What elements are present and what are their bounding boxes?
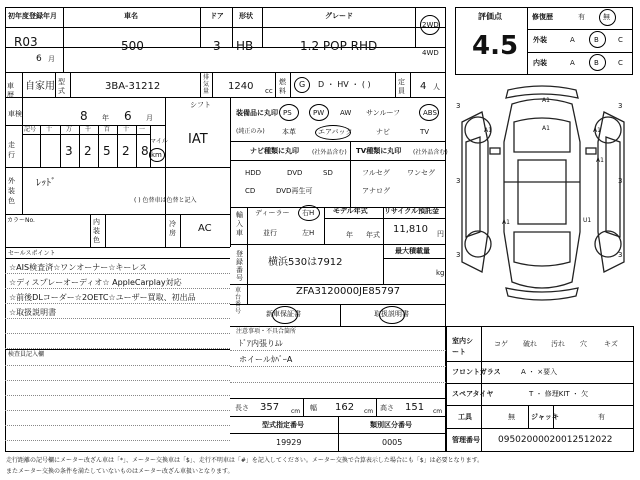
shape-label: 形状 <box>239 12 253 20</box>
navi-title: ナビ種類に丸印 <box>250 147 299 155</box>
diagram-bracket: 3 <box>618 251 623 259</box>
navi-item: DVD再生可 <box>276 187 313 195</box>
fuel-g: G <box>299 80 306 89</box>
import-label: 輸入車 <box>236 211 243 237</box>
sheet-frame-left <box>5 7 446 452</box>
diagram-bracket: 3 <box>618 102 623 110</box>
manual: 取扱説明書 <box>374 310 409 318</box>
notes-dash-rule <box>230 350 446 351</box>
width-value: 162 <box>335 402 355 413</box>
interior-seat-label: 室内シート <box>452 337 473 356</box>
sales-point-line: ☆取扱説明書 <box>9 308 57 317</box>
class-value: 0005 <box>382 438 403 447</box>
shape-value: HB <box>236 39 254 53</box>
grade-letter: C <box>618 59 623 67</box>
navi-sub: (社外品含む) <box>312 149 347 156</box>
mileage-header-label: 十 <box>123 126 130 133</box>
first-reg-label: 初年度登録年月 <box>8 12 57 20</box>
mileage-digit: 5 <box>103 144 111 158</box>
navi-item: SD <box>323 169 333 177</box>
height-label: 高さ <box>380 404 394 412</box>
inspection-month: 6 <box>124 109 132 123</box>
drive-4wd: 4WD <box>422 49 439 57</box>
chassis-label: 車台番号 <box>235 287 242 315</box>
seat-item: コゲ <box>494 340 508 348</box>
max-load-label: 最大積載量 <box>395 247 430 255</box>
mgmt-label: 管理番号 <box>452 436 480 444</box>
mileage-header-label: 百 <box>104 126 111 133</box>
inspector-dash-rule <box>5 410 230 411</box>
first-reg-month: 6 <box>36 54 42 64</box>
inspector-dash-rule <box>5 425 230 426</box>
shift-label: シフト <box>190 101 211 109</box>
tv-sub: (社外品含む) <box>413 149 448 156</box>
equipment-title-sub: (純正のみ) <box>236 128 265 135</box>
grade-label: グレード <box>325 12 353 20</box>
fuel-label: 燃料 <box>279 78 286 95</box>
recycle-value: 11,810 <box>393 224 428 235</box>
mileage-unit-km: km <box>151 151 162 159</box>
recycle-unit: 円 <box>437 230 444 238</box>
model-value: 3BA-31212 <box>105 81 161 92</box>
jack-value: 有 <box>598 413 605 421</box>
grade-letter: A <box>570 59 575 67</box>
repair-none: 無 <box>603 13 610 21</box>
grade-letter: C <box>618 36 623 44</box>
inspector-notes-label: 検査員記入欄 <box>8 351 45 358</box>
capacity-value: 4 <box>420 81 427 92</box>
seat-item: キズ <box>604 340 618 348</box>
ac-label: 冷房 <box>169 220 176 237</box>
equipment-title: 装備品に丸印 <box>236 109 278 117</box>
length-label: 長さ <box>235 404 249 412</box>
model-year-label: モデル年式 <box>333 207 368 215</box>
mileage-header-label: 千 <box>85 126 92 133</box>
mileage-unit-mile: マイル <box>150 138 168 145</box>
navi-item: CD <box>245 187 256 195</box>
mileage-digit: 8 <box>141 144 149 158</box>
interior-grade-label: 内装 <box>533 59 547 67</box>
car-damage-diagram <box>452 82 634 324</box>
model-label: 型式 <box>58 78 65 95</box>
height-value: 151 <box>405 402 425 413</box>
footer-line1: 走行距離の記号欄にメーター改ざん車は「*」、メーター交換車は「$」、走行不明車は「#」を記入してください。メーター交換で合算表示した場合にも「$」は必要となります。 <box>6 457 484 464</box>
grade-letter: A <box>570 36 575 44</box>
mileage-header-label: 十 <box>46 126 53 133</box>
sales-point-line: ☆前後DLコーダー☆2OETC☆ユーザー買取、初出品 <box>9 293 196 302</box>
sales-dash-rule <box>5 333 230 334</box>
spare-label: スペアタイヤ <box>452 390 494 398</box>
damage-mark: A1 <box>596 157 604 164</box>
damage-mark: U1 <box>583 217 592 224</box>
navi-item: HDD <box>245 169 262 177</box>
diagram-bracket: 3 <box>456 251 461 259</box>
inspector-dash-rule <box>5 380 230 381</box>
disp-label: 排気量 <box>203 74 210 95</box>
notes-label: 注意事項・不具合箇所 <box>236 328 297 335</box>
sales-points-label: セールスポイント <box>8 250 56 257</box>
note-line: ホイールｶﾊﾞｰA <box>239 355 293 364</box>
drive-2wd: 2WD <box>422 21 439 29</box>
purpose-label: 車歴 <box>7 82 14 99</box>
equip-item: ナビ <box>376 128 390 136</box>
equip-item: エアバック <box>318 128 353 136</box>
height-unit: cm <box>433 408 443 415</box>
sales-dash-rule <box>5 318 230 319</box>
sales-dash-rule <box>5 273 230 274</box>
exterior-label: 外装色 <box>8 177 15 205</box>
front-glass-value: A ・ ×要入 <box>521 368 558 376</box>
tv-title: TV種類に丸印 <box>356 147 402 155</box>
navi-item: DVD <box>287 169 303 177</box>
class-label: 類別区分番号 <box>370 421 412 429</box>
diagram-bracket: 3 <box>456 102 461 110</box>
model-unit: 年式 <box>366 231 380 239</box>
door-value: 3 <box>213 39 221 53</box>
disp-unit: cc <box>265 87 273 95</box>
diagram-bracket: 3 <box>618 177 623 185</box>
inspection-year-unit: 年 <box>102 114 109 122</box>
seat-item: 汚れ <box>551 340 565 348</box>
exterior-grade-label: 外装 <box>533 36 547 44</box>
first-reg-value: R03 <box>14 35 38 49</box>
sales-dash-rule <box>5 303 230 304</box>
purpose-value: 自家用 <box>25 81 55 92</box>
score-value: 4.5 <box>472 31 519 61</box>
footer-line2: またメーター交換の条件を満たしていないものはメーター改ざん車扱いとなります。 <box>6 468 234 475</box>
equip-item: AW <box>340 109 352 117</box>
width-unit: cm <box>364 408 374 415</box>
equip-item: 本革 <box>282 128 296 136</box>
type-value: 19929 <box>276 438 302 447</box>
chassis-value: ZFA3120000JE85797 <box>296 286 401 297</box>
tv-item: アナログ <box>362 187 390 195</box>
sales-point-line: ☆ディスプレーオーディオ☆ AppleCarplay対応 <box>9 278 182 287</box>
sales-dash-rule <box>5 288 230 289</box>
sales-point-line: ☆AIS検査済☆ワンオーナー☆キーレス <box>9 263 148 272</box>
color-no-label: カラーNo. <box>7 217 35 224</box>
mileage-digit: 2 <box>122 144 130 158</box>
import-rh: 右H <box>302 209 315 217</box>
mileage-label: 走行 <box>8 141 15 159</box>
registration-value: 横浜530は7912 <box>268 257 343 268</box>
interior-color-label: 内装色 <box>93 218 100 244</box>
model-year-unit: 年 <box>346 231 353 239</box>
registration-label: 登録番号 <box>236 250 243 282</box>
mileage-header-label: 一 <box>139 126 146 133</box>
max-load-unit: kg <box>436 269 445 277</box>
ac-value: AC <box>198 223 212 234</box>
notes-dash-rule <box>230 382 446 383</box>
car-name-value: 500 <box>121 39 144 53</box>
grade-value: 1.2 POP RHD <box>300 39 378 53</box>
mileage-header-label: 記号 <box>24 126 37 133</box>
jack-label: ジャッキ <box>531 413 559 421</box>
disp-value: 1240 <box>228 81 254 92</box>
inspection-label: 車検 <box>8 110 22 118</box>
tools-value: 無 <box>508 413 515 421</box>
import-lh: 左H <box>302 229 315 237</box>
equip-item: サンルーフ <box>366 109 401 117</box>
diagram-bracket: 3 <box>456 177 461 185</box>
tv-item: ワンセグ <box>407 169 435 177</box>
grade-letter: B <box>594 59 599 67</box>
equip-item: ABS <box>423 109 437 117</box>
car-name-label: 車名 <box>124 12 138 20</box>
tv-item: フルセグ <box>362 169 390 177</box>
import-dealer: ディーラー <box>255 209 290 217</box>
inspector-dash-rule <box>5 440 230 441</box>
recycle-label: リサイクル預託金 <box>384 207 440 215</box>
mileage-digit: 2 <box>84 144 92 158</box>
shift-value: IAT <box>188 132 208 147</box>
inspector-dash-rule <box>5 395 230 396</box>
import-parallel: 並行 <box>263 229 277 237</box>
inspection-month-unit: 月 <box>146 114 153 122</box>
mileage-header-label: 万 <box>66 126 73 133</box>
tools-label: 工具 <box>458 413 472 421</box>
capacity-label: 定員 <box>398 78 405 95</box>
damage-mark: A1 <box>542 125 550 132</box>
length-value: 357 <box>260 402 280 413</box>
fuel-rest: D ・ HV ・ ( ) <box>318 80 371 89</box>
width-label: 幅 <box>310 404 317 412</box>
length-unit: cm <box>291 408 301 415</box>
score-label: 評価点 <box>478 12 502 21</box>
seat-item: 穴 <box>580 340 587 348</box>
spare-value: T ・ 修理KIT ・ 欠 <box>529 390 589 398</box>
inspection-year: 8 <box>80 109 88 123</box>
capacity-unit: 人 <box>433 83 440 91</box>
mgmt-value: 09502000020012512022 <box>498 435 613 445</box>
seat-item: 破れ <box>523 340 537 348</box>
damage-mark: A1 <box>502 219 510 226</box>
type-label: 型式指定番号 <box>262 421 304 429</box>
repair-have: 有 <box>578 13 585 21</box>
equip-item: PS <box>283 109 292 117</box>
door-label: ドア <box>210 12 224 20</box>
mileage-digit: 3 <box>65 144 73 158</box>
front-glass-label: フロントガラス <box>452 368 501 376</box>
equip-item: PW <box>313 109 325 117</box>
note-line: ﾄﾞｱ内張りﾑﾚ <box>239 339 283 348</box>
damage-mark: A1 <box>593 127 601 134</box>
equip-item: TV <box>420 128 430 136</box>
new-car-warranty: 新車保証書 <box>266 310 301 318</box>
grade-letter: B <box>594 36 599 44</box>
first-reg-month-unit: 月 <box>48 55 55 63</box>
repair-label: 修復歴 <box>532 13 553 21</box>
exterior-note: ( ) 色替車は色替と記入 <box>134 197 197 204</box>
damage-mark: A1 <box>484 127 492 134</box>
notes-dash-rule <box>230 366 446 367</box>
damage-mark: A1 <box>542 97 550 104</box>
inspector-dash-rule <box>5 365 230 366</box>
exterior-value: ﾚｯﾄﾞ <box>36 178 56 189</box>
